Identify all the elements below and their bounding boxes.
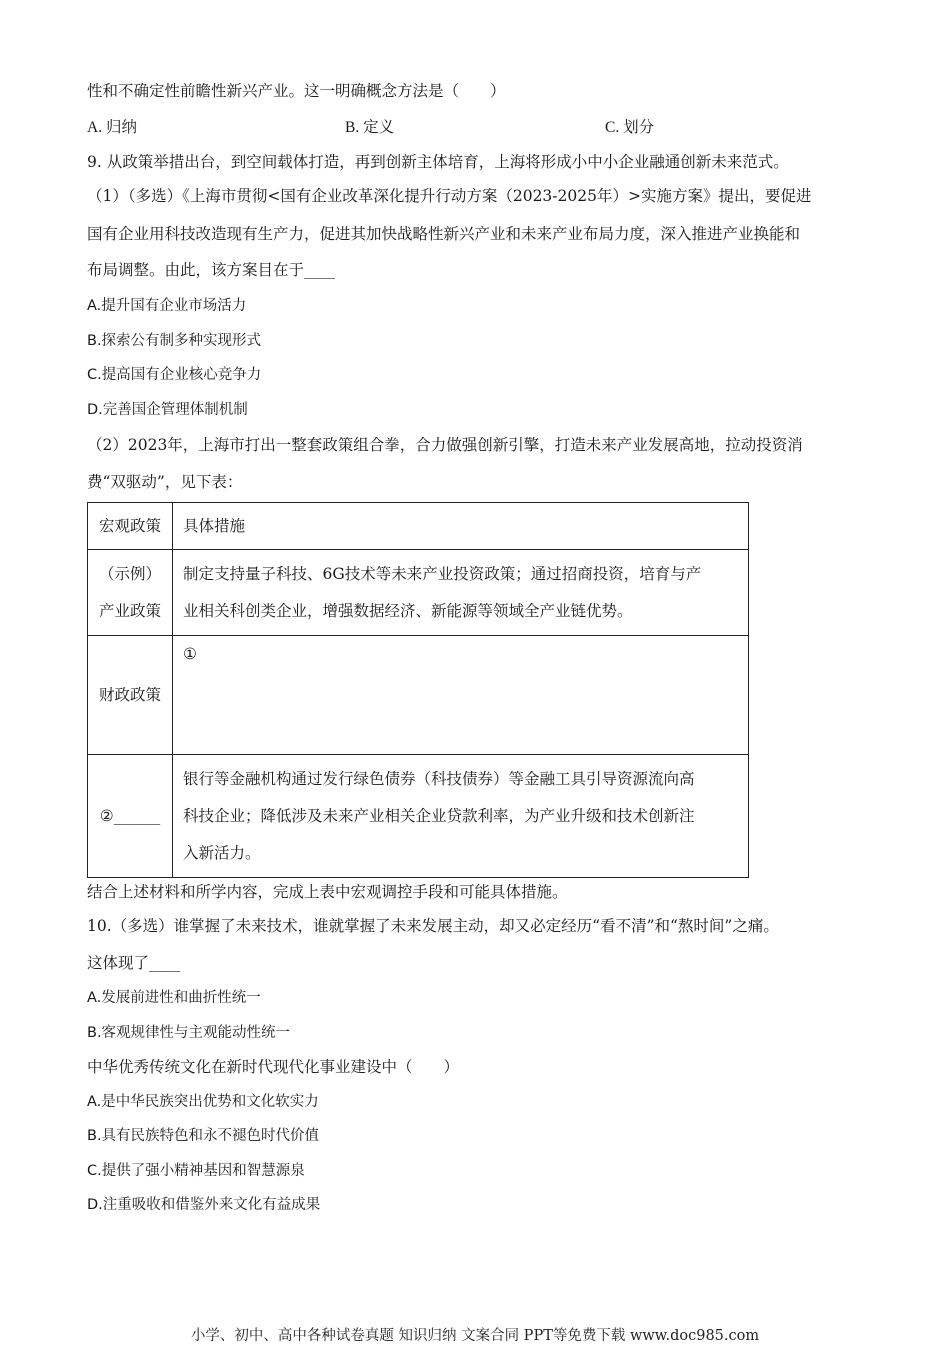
row1-measures <box>173 550 749 636</box>
q11-stem: 中华优秀传统文化在新时代现代化事业建设中（ ） <box>87 1058 460 1076</box>
q8-option-a: A. 归纳 <box>87 119 137 136</box>
row1-measure-line-2: 业相关科创类企业，增强数据经济、新能源等领域全产业链优势。 <box>183 601 633 620</box>
row1-measure-line-1: 制定支持量子科技、6G技术等未来产业投资政策；通过招商投资，培育与产 <box>183 564 702 583</box>
q11-option-b: B.具有民族特色和永不褪色时代价值 <box>87 1128 320 1144</box>
q10-stem-line-1: 10.（多选）谁掌握了未来技术，谁就掌握了未来发展主动，却又必定经历“看不清”和“熬时间”之痛。 <box>87 917 779 935</box>
row3-blank-label: ②______ <box>88 755 173 878</box>
q8-option-c: C. 划分 <box>605 119 655 136</box>
q9-intro: 9. 从政策举措出台，到空间载体打造，再到创新主体培育，上海将形成小中小企业融通创新未来范式。 <box>87 153 789 171</box>
table-row <box>88 755 749 878</box>
header-measures: 具体措施 <box>173 503 749 550</box>
q9-option-d: D.完善国企管理体制机制 <box>87 402 248 418</box>
row3-measure-line-1: 银行等金融机构通过发行绿色债券（科技债券）等金融工具引导资源流向高 <box>183 769 695 788</box>
row1-label <box>88 550 173 636</box>
q11-option-c: C.提供了强小精神基因和智慧源泉 <box>87 1163 305 1179</box>
row3-measures <box>173 755 749 878</box>
q11-option-d: D.注重吸收和借鉴外来文化有益成果 <box>87 1197 321 1213</box>
table-header-row <box>88 503 749 550</box>
q10-option-a: A.发展前进性和曲折性统一 <box>87 990 261 1006</box>
row1-label-line-1: （示例） <box>98 564 161 583</box>
table-row <box>88 636 749 755</box>
q9-after-table: 结合上述材料和所学内容，完成上表中宏观调控手段和可能具体措施。 <box>87 883 568 901</box>
q8-option-b: B. 定义 <box>345 119 395 136</box>
q9-part2-line-2: 费“双驱动”，见下表： <box>87 473 243 491</box>
q9-part1-line-3: 布局调整。由此，该方案目在于____ <box>87 261 336 279</box>
q8-options <box>87 115 867 135</box>
q11-option-a: A.是中华民族突出优势和文化软实力 <box>87 1094 319 1110</box>
row1-label-line-2: 产业政策 <box>98 601 161 620</box>
table-row <box>88 550 749 636</box>
q9-option-b: B.探索公有制多种实现形式 <box>87 333 262 349</box>
policy-table <box>87 502 749 878</box>
row2-blank-measure: ① <box>173 636 749 755</box>
page-footer: 小学、初中、高中各种试卷真题 知识归纳 文案合同 PPT等免费下载 www.doc985.com <box>190 1328 760 1344</box>
q9-part1-line-1: （1）（多选）《上海市贯彻<国有企业改革深化提升行动方案（2023-2025年）>实施方案》提出，要促进 <box>87 187 812 205</box>
q9-part2-line-1: （2）2023年，上海市打出一整套政策组合拳，合力做强创新引擎，打造未来产业发展高地，拉动投资消 <box>87 436 803 454</box>
row3-measure-line-2: 科技企业；降低涉及未来产业相关企业贷款利率，为产业升级和技术创新注 <box>183 806 695 825</box>
q8-stem-tail: 性和不确定性前瞻性新兴产业。这一明确概念方法是（ ） <box>87 82 506 100</box>
q10-stem-line-2: 这体现了____ <box>87 954 181 972</box>
q9-part1-line-2: 国有企业用科技改造现有生产力，促进其加快战略性新兴产业和未来产业布局力度，深入推进产业换能和 <box>87 225 801 243</box>
q9-option-a: A.提升国有企业市场活力 <box>87 298 247 314</box>
q9-option-c: C.提高国有企业核心竞争力 <box>87 367 262 383</box>
q10-option-b: B.客观规律性与主观能动性统一 <box>87 1025 291 1041</box>
row3-measure-line-3: 入新活力。 <box>183 843 261 862</box>
row2-label: 财政政策 <box>88 636 173 755</box>
header-macro-policy: 宏观政策 <box>88 503 173 550</box>
